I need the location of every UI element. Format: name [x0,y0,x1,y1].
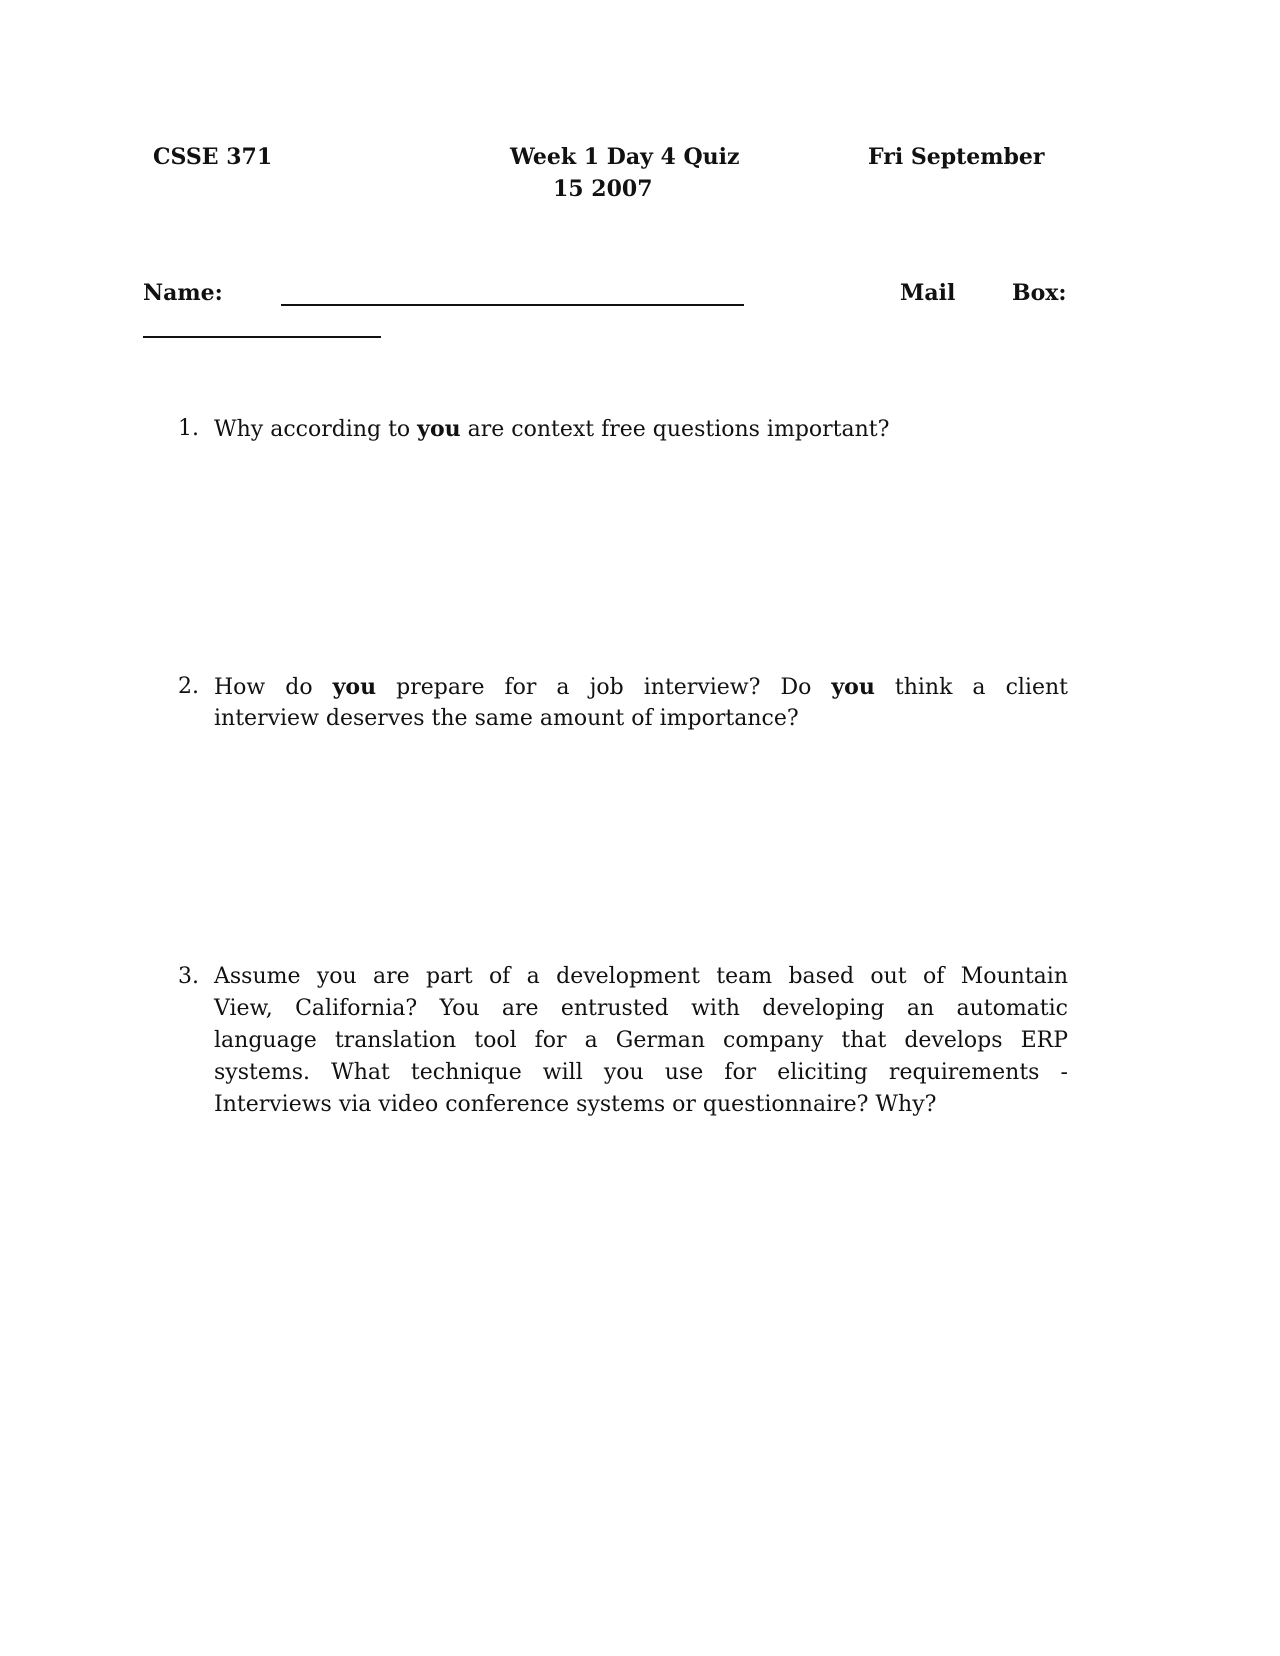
mailbox-field-line[interactable] [143,336,381,338]
question-text: How do [214,675,333,700]
question-text-line [214,993,1068,1025]
question-text: systems. What technique will you use for eliciting requirements - [214,1060,1068,1085]
course-code: CSSE 371 [153,144,273,170]
question-text-line [214,1057,1068,1089]
quiz-date-line2: 15 2007 [553,176,653,202]
question-text: interview deserves the same amount of importance? [214,706,799,731]
box-label: Box: [1012,280,1067,306]
question-text-line [214,703,1068,735]
question-text: View, California? You are entrusted with developing an automatic [214,996,1068,1021]
question-text-line [214,961,1068,993]
quiz-date-line1: Fri September [868,144,1045,170]
question-text: language translation tool for a German company that develops ERP [214,1028,1068,1053]
mail-label: Mail [900,280,956,306]
question-text: Assume you are part of a development team based out of Mountain [214,964,1068,989]
question-text-line [214,1025,1068,1057]
emphasis-text: you [417,416,461,442]
question-number: 2. [178,674,199,699]
question-text: think a client [874,675,1068,700]
question-text: Interviews via video conference systems or questionnaire? Why? [214,1092,937,1117]
question-text-line [214,671,1068,704]
emphasis-text: you [332,674,377,700]
emphasis-text: you [831,674,875,700]
question-text: are context free questions important? [460,417,890,442]
question-number: 1. [178,416,199,441]
question-text-line [214,413,1068,446]
question-text: prepare for a job interview? Do [376,675,832,700]
quiz-title: Week 1 Day 4 Quiz [510,144,740,170]
question-text: Why according to [214,417,418,442]
question-text-line [214,1089,1068,1121]
name-field-line[interactable] [281,304,744,306]
question-number: 3. [178,964,199,989]
name-label: Name: [143,280,223,306]
